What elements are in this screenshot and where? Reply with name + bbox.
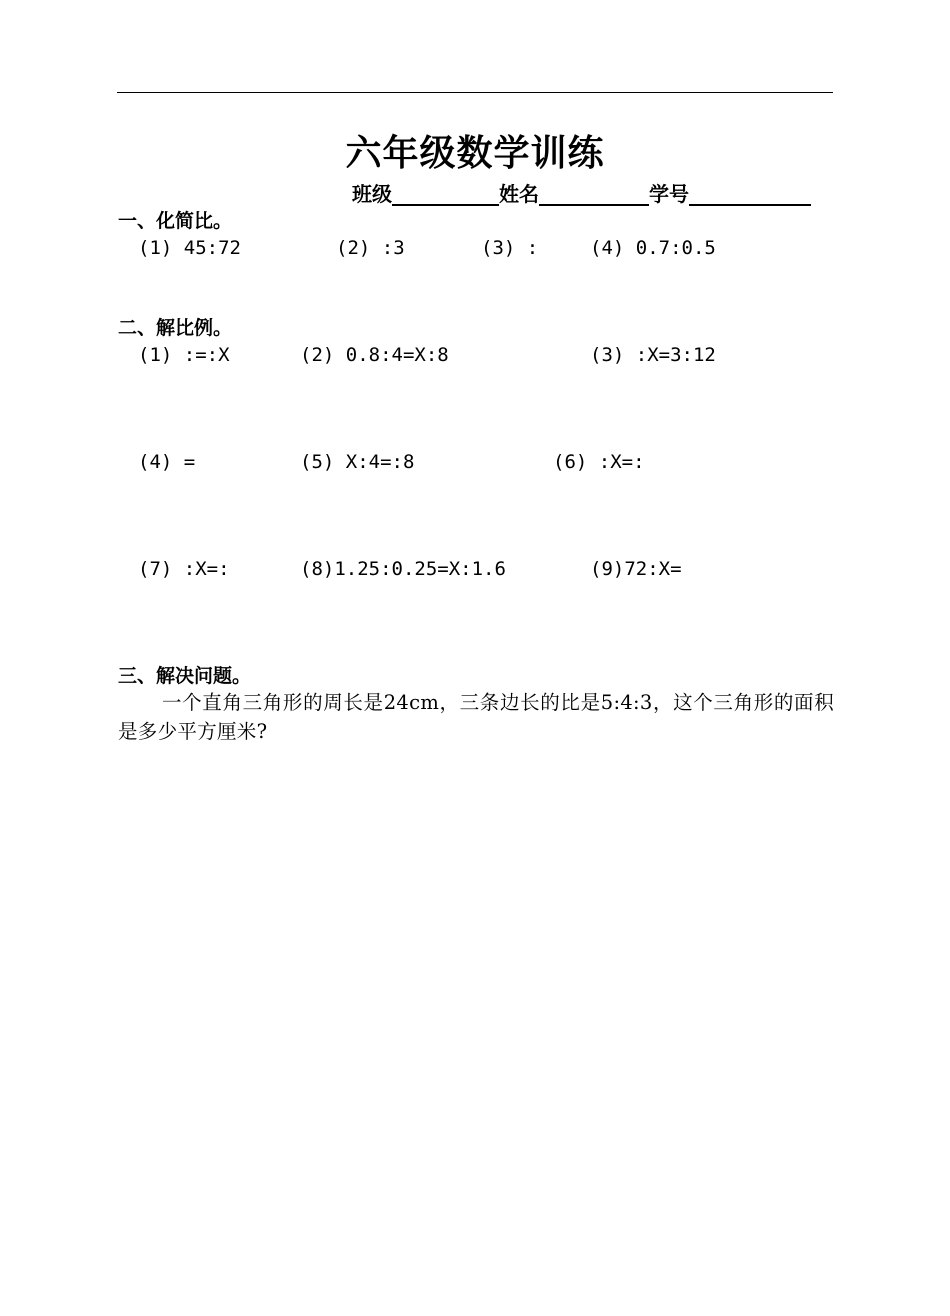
word-problem-text: 一个直角三角形的周长是24cm，三条边长的比是5:4:3，这个三角形的面积是多少平方厘米? <box>118 691 834 743</box>
id-label: 学号 <box>649 182 689 206</box>
section-simplify-ratio-heading: 一、化简比。 <box>118 210 233 232</box>
proportion-item-4: (4) = <box>138 451 196 473</box>
proportion-item-7: (7) :X=: <box>138 558 230 580</box>
proportion-item-2: (2) 0.8:4=X:8 <box>300 344 449 366</box>
id-blank[interactable] <box>689 178 811 206</box>
header-rule <box>117 92 833 93</box>
proportion-item-9: (9)72:X= <box>590 558 682 580</box>
name-blank[interactable] <box>539 178 649 206</box>
proportion-item-8: (8)1.25:0.25=X:1.6 <box>300 558 506 580</box>
section-solve-proportion-heading: 二、解比例。 <box>118 317 233 339</box>
class-blank[interactable] <box>392 178 499 206</box>
name-label: 姓名 <box>499 182 539 206</box>
section-word-problem-heading: 三、解决问题。 <box>118 665 252 687</box>
simplify-item-2: (2) :3 <box>336 237 405 259</box>
proportion-item-1: (1) :=:X <box>138 344 230 366</box>
student-info-line <box>352 178 811 208</box>
simplify-item-4: (4) 0.7:0.5 <box>590 237 716 259</box>
class-label: 班级 <box>352 182 392 206</box>
simplify-item-1: (1) 45:72 <box>138 237 241 259</box>
proportion-item-5: (5) X:4=:8 <box>300 451 415 473</box>
proportion-item-3: (3) :X=3:12 <box>590 344 716 366</box>
page-title: 六年级数学训练 <box>345 133 605 174</box>
proportion-item-6: (6) :X=: <box>553 451 645 473</box>
simplify-item-3: (3) : <box>481 237 539 259</box>
